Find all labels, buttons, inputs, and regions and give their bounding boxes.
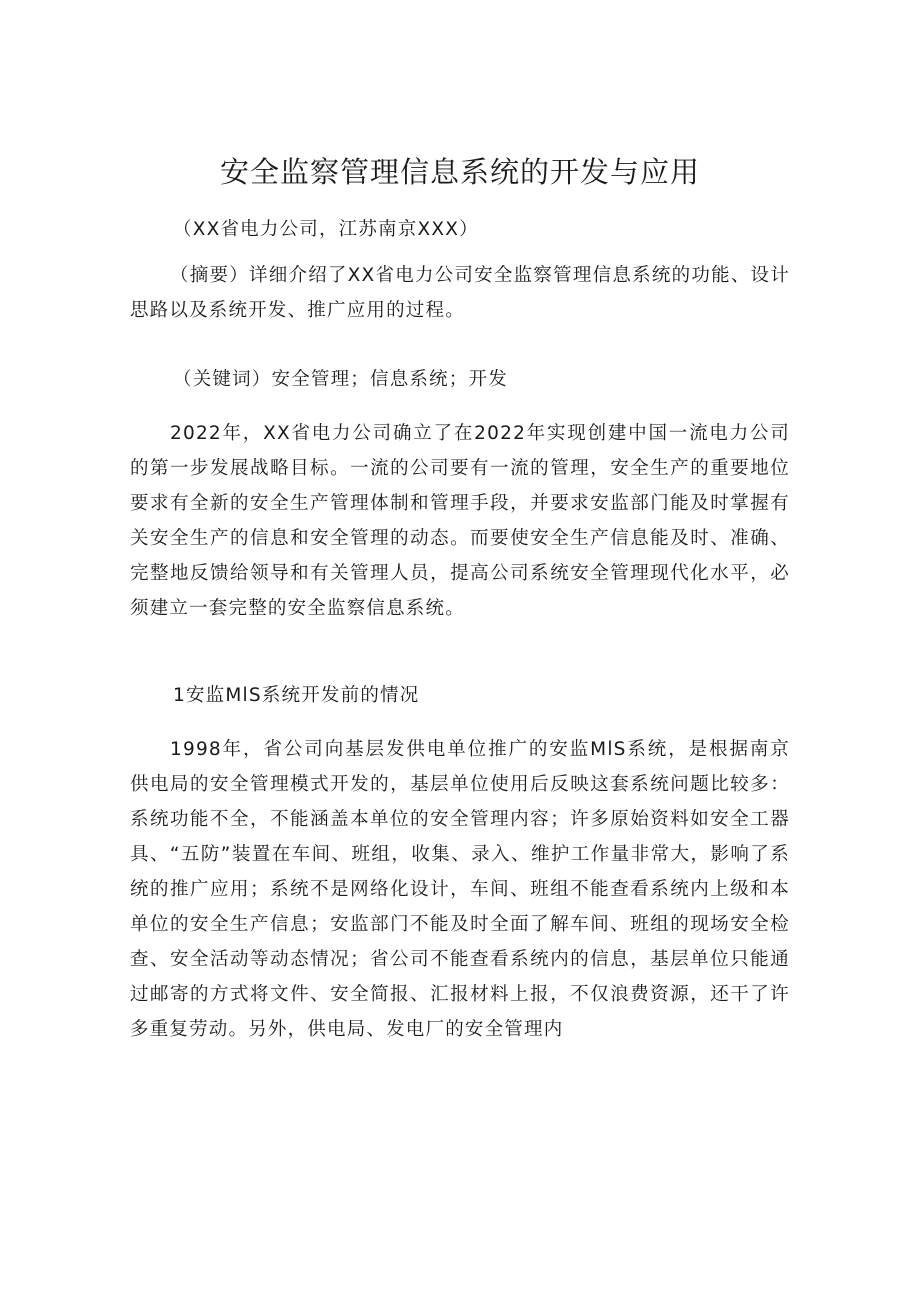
keywords-line: （关键词）安全管理；信息系统；开发: [173, 369, 508, 390]
section-heading: 1安监MlS系统开发前的情况: [173, 685, 420, 706]
body-paragraph: 1998年，省公司向基层发供电单位推广的安监MlS系统，是根据南京供电局的安全管理模式开发的，基层单位使用后反映这套系统问题比较多：系统功能不全，不能涵盖本单位的安全管理内容；许多原始资料如安全工器具、“五防”装置在车间、班组，收集、录入、维护工作量非常大，影响了系统的推广应用；系统不是网络化设计，车间、班组不能查看系统内上级和本单位的安全生产信息；安监部门不能及时全面了解车间、班组的现场安全检查、安全活动等动态情况；省公司不能查看系统内的信息，基层单位只能通过邮寄的方式将文件、安全简报、汇报材料上报，不仅浪费资源，还干了许多重复劳动。另外，供电局、发电厂的安全管理内: [130, 739, 790, 1040]
abstract-paragraph: （摘要）详细介绍了XX省电力公司安全监察管理信息系统的功能、设计思路以及系统开发、推广应用的过程。: [130, 265, 790, 321]
document-title: 安全监察管理信息系统的开发与应用: [219, 155, 700, 189]
author-affiliation: （XX省电力公司，江苏南京XXX）: [173, 219, 479, 240]
body-paragraph: 2022年，XX省电力公司确立了在2022年实现创建中国一流电力公司的第一步发展战略目标。一流的公司要有一流的管理，安全生产的重要地位要求有全新的安全生产管理体制和管理手段，并要求安监部门能及时掌握有关安全生产的信息和安全管理的动态。而要使安全生产信息能及时、准确、完整地反馈给领导和有关管理人员，提高公司系统安全管理现代化水平，必须建立一套完整的安全监察信息系统。: [130, 423, 790, 619]
